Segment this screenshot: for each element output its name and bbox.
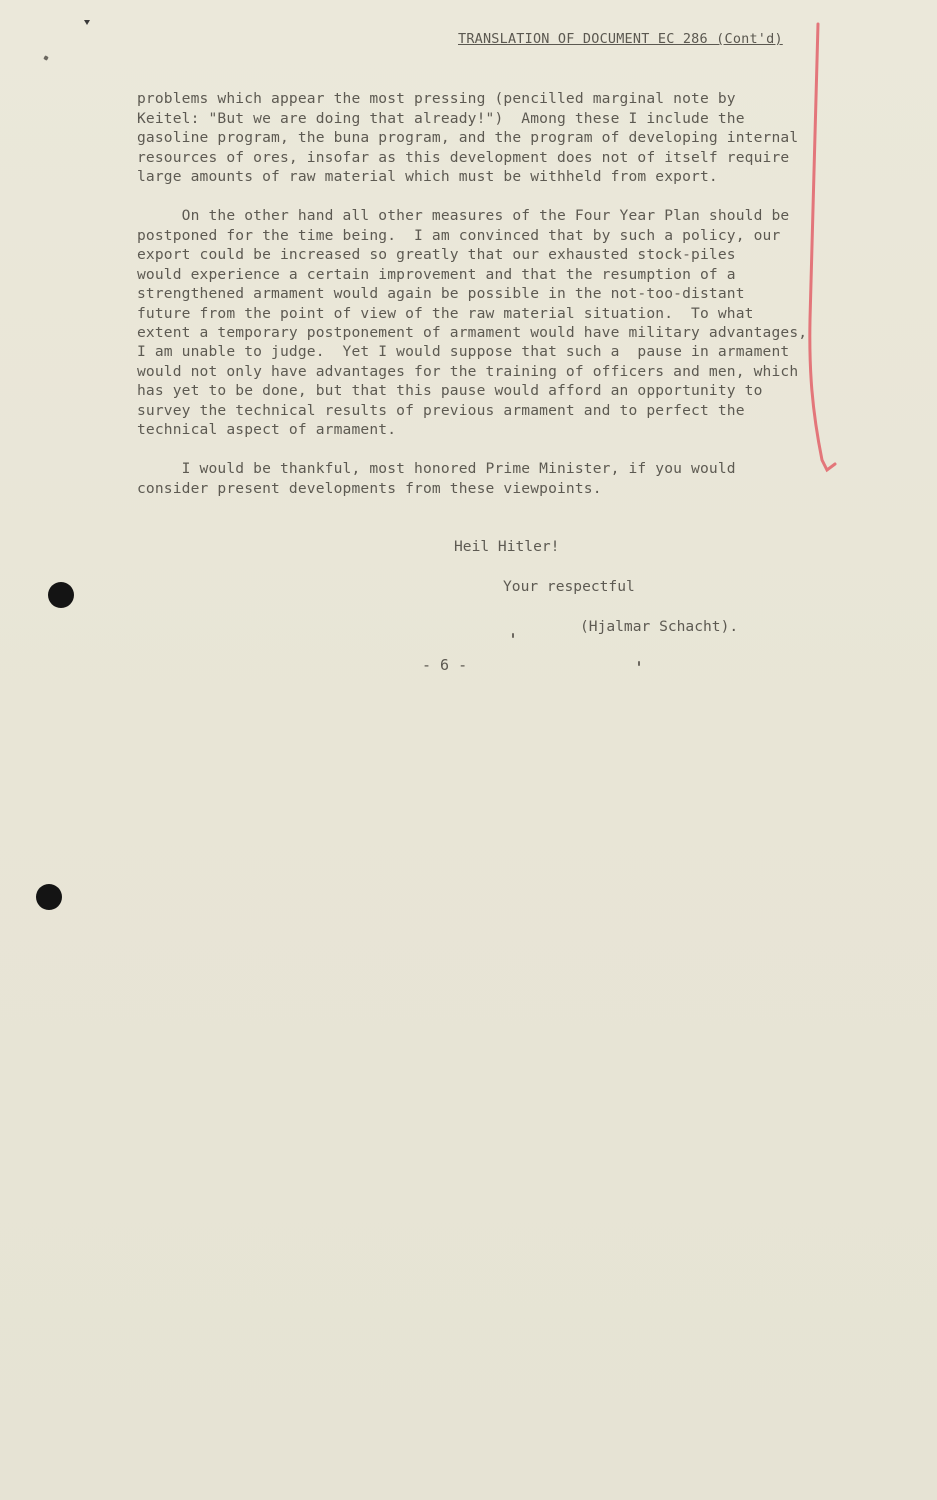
paragraph-2-line: extent a temporary postponement of armament would have military advantages, <box>137 324 808 341</box>
paragraph-2-line: has yet to be done, but that this pause would afford an opportunity to <box>137 382 763 399</box>
ink-speck <box>512 633 514 638</box>
closing-salute: Heil Hitler! <box>454 538 560 555</box>
punch-hole <box>48 582 74 608</box>
paragraph-2-line: I am unable to judge. Yet I would suppose that such a pause in armament <box>137 343 790 360</box>
paragraph-2-line: export could be increased so greatly that our exhausted stock-piles <box>137 246 736 263</box>
closing-valediction: Your respectful <box>503 578 635 595</box>
punch-hole <box>36 884 62 910</box>
paragraph-2-line: technical aspect of armament. <box>137 421 397 438</box>
paragraph-2-line: On the other hand all other measures of the Four Year Plan should be <box>137 207 790 224</box>
paragraph-2-line: future from the point of view of the raw material situation. To what <box>137 305 754 322</box>
paragraph-2-line: strengthened armament would again be possible in the not-too-distant <box>137 285 745 302</box>
paragraph-2-line: survey the technical results of previous armament and to perfect the <box>137 402 745 419</box>
paragraph-2-line: would experience a certain improvement and that the resumption of a <box>137 266 736 283</box>
paragraph-1-line: Keitel: "But we are doing that already!") Among these I include the <box>137 110 745 127</box>
page-number: - 6 - <box>422 656 468 674</box>
paragraph-1-line: gasoline program, the buna program, and the program of developing internal <box>137 129 799 146</box>
ink-speck <box>638 661 640 666</box>
paragraph-3-line: I would be thankful, most honored Prime Minister, if you would <box>137 460 736 477</box>
paragraph-3-line: consider present developments from these viewpoints. <box>137 480 602 497</box>
paragraph-1-line: large amounts of raw material which must be withheld from export. <box>137 168 718 185</box>
paragraph-1-line: problems which appear the most pressing (pencilled marginal note by <box>137 90 736 107</box>
paragraph-1-line: resources of ores, insofar as this development does not of itself require <box>137 149 790 166</box>
signature-name: (Hjalmar Schacht). <box>580 618 739 635</box>
paragraph-2-line: would not only have advantages for the training of officers and men, which <box>137 363 799 380</box>
document-header: TRANSLATION OF DOCUMENT EC 286 (Cont'd) <box>458 31 783 47</box>
paragraph-2-line: postponed for the time being. I am convinced that by such a policy, our <box>137 227 781 244</box>
